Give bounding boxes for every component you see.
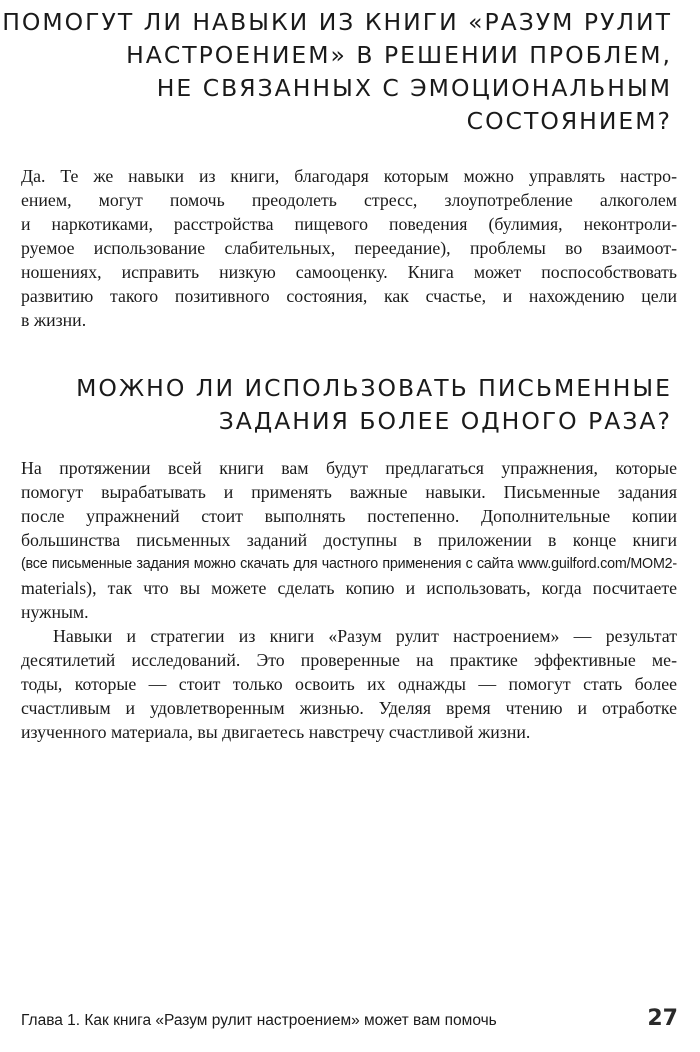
text-line: после упражнений стоит выполнять постепенно. Дополнительные копии bbox=[21, 506, 677, 526]
paragraph-skills-strategies bbox=[21, 624, 677, 744]
section-heading-written-tasks bbox=[76, 372, 672, 438]
heading-line: СОСТОЯНИЕМ? bbox=[466, 107, 672, 135]
section-heading-skills-other-problems bbox=[2, 6, 672, 138]
answer-paragraph-skills bbox=[21, 164, 677, 332]
text-line: десятилетий исследований. Это проверенные на практике эффективные ме- bbox=[21, 650, 677, 670]
page-number: 27 bbox=[647, 1006, 678, 1031]
text-line: изученного материала, вы двигаетесь навстречу счастливой жизни. bbox=[21, 722, 531, 742]
text-line: руемое использование слабительных, переедание), проблемы во взаимоот- bbox=[21, 238, 677, 258]
text-line: и наркотиками, расстройства пищевого поведения (булимия, неконтроли- bbox=[21, 214, 677, 234]
text-line: ношениях, исправить низкую самооценку. Книга может поспособствовать bbox=[21, 262, 677, 282]
text-line: materials), так что вы можете сделать копию и использовать, когда посчитаете bbox=[21, 578, 677, 598]
heading-line: НАСТРОЕНИЕМ» В РЕШЕНИИ ПРОБЛЕМ, bbox=[126, 41, 672, 69]
text-line: нужным. bbox=[21, 602, 89, 622]
text-line: помогут вырабатывать и применять важные навыки. Письменные задания bbox=[21, 482, 677, 502]
text-line: развитию такого позитивного состояния, как счастье, и нахождению цели bbox=[21, 286, 677, 306]
text-line: Да. Те же навыки из книги, благодаря которым можно управлять настро- bbox=[21, 166, 677, 186]
text-line: в жизни. bbox=[21, 310, 87, 330]
heading-line: ЗАДАНИЯ БОЛЕЕ ОДНОГО РАЗА? bbox=[218, 407, 672, 435]
heading-line: ПОМОГУТ ЛИ НАВЫКИ ИЗ КНИГИ «РАЗУМ РУЛИТ bbox=[2, 8, 672, 36]
text-line: тоды, которые — стоит только освоить их однажды — помогут стать более bbox=[21, 674, 677, 694]
running-footer: Глава 1. Как книга «Разум рулит настроением» может вам помочь bbox=[21, 1012, 497, 1029]
text-line: На протяжении всей книги вам будут предлагаться упражнения, которые bbox=[21, 458, 677, 478]
text-line: ением, могут помочь преодолеть стресс, злоупотребление алкоголем bbox=[21, 190, 677, 210]
text-line: (все письменные задания можно скачать для частного применения с сайта www.guilford.com/MOM2- bbox=[21, 556, 677, 572]
heading-line: МОЖНО ЛИ ИСПОЛЬЗОВАТЬ ПИСЬМЕННЫЕ bbox=[76, 374, 672, 402]
text-line: большинства письменных заданий доступны в приложении в конце книги bbox=[21, 530, 677, 550]
answer-paragraph-written-tasks bbox=[21, 456, 677, 624]
text-line: Навыки и стратегии из книги «Разум рулит настроением» — результат bbox=[53, 626, 677, 646]
text-line: счастливым и удовлетворенным жизнью. Уделяя время чтению и отработке bbox=[21, 698, 677, 718]
heading-line: НЕ СВЯЗАННЫХ С ЭМОЦИОНАЛЬНЫМ bbox=[156, 74, 672, 102]
